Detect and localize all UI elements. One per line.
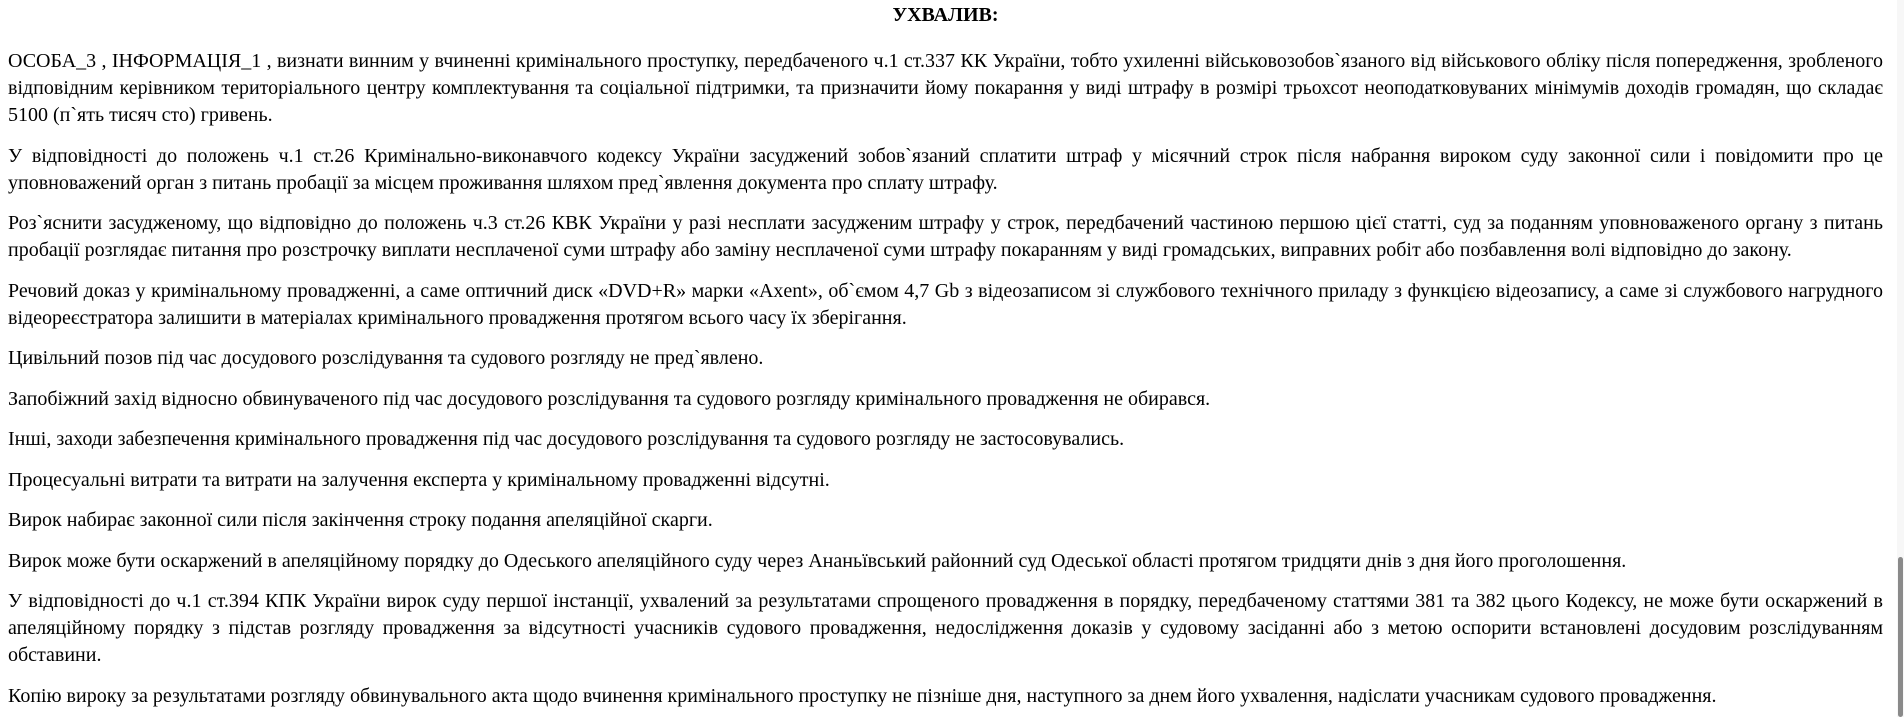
paragraph-appeal: Вирок може бути оскаржений в апеляційному порядку до Одеського апеляційного суду через Ананьївський районний суд Одеської області протягом тридцяти днів з дня його проголошення. [8, 549, 1627, 572]
paragraph-verdict: ОСОБА_3 , ІНФОРМАЦІЯ_1 , визнати винним у вчиненні кримінального проступку, передбаченого ч.1 ст.337 КК України, тобто ухиленні військовозобов`язаного від військового обліку після попередження, зробленого відповідним керівником територіального центру комплектування та соціальної підтримки, та призначити йому покарання у виді штрафу в розмірі трьохсот неоподатковуваних мінімумів доходів громадян, що складає 5100 (п`ять тисяч сто) гривень. [8, 50, 1883, 126]
paragraph-preventive-measure: Запобіжний захід відносно обвинуваченого під час досудового розслідування та судового розгляду кримінального провадження не обирався. [8, 387, 1211, 410]
section-title: УХВАЛИВ: [892, 4, 999, 26]
paragraph-costs: Процесуальні витрати та витрати на залучення експерта у кримінальному провадженні відсутні. [8, 468, 830, 491]
paragraph-other-measures: Інші, заходи забезпечення кримінального провадження під час досудового розслідування та судового розгляду не застосовувались. [8, 428, 1125, 450]
document-body [8, 0, 1883, 723]
paragraph-appeal-limits: У відповідності до ч.1 ст.394 КПК України вирок суду першої інстанції, ухвалений за результатами спрощеного провадження в порядку, передбаченому статтями 381 та 382 цього Кодексу, не може бути оскаржений в апеляційному порядку з підстав розгляду провадження за відсутності учасників судового провадження, недослідження доказів у судовому засіданні або з метою оспорити встановлені досудовим розслідуванням обставини. [8, 590, 1883, 666]
vertical-scrollbar[interactable] [1897, 0, 1904, 717]
paragraph-evidence: Речовий доказ у кримінальному провадженні, а саме оптичний диск «DVD+R» марки «Axent», об`ємом 4,7 Gb з відеозаписом зі службового технічного приладу з функцією відеозапису, а саме зі службового нагрудного відеореєстратора залишити в матеріалах кримінального провадження протягом всього часу їх зберігання. [8, 279, 1883, 329]
paragraph-effective: Вирок набирає законної сили після закінчення строку подання апеляційної скарги. [8, 509, 713, 531]
paragraph-fine-payment: У відповідності до положень ч.1 ст.26 Кримінально-виконавчого кодексу України засуджений зобов`язаний сплатити штраф у місячний строк після набрання вироком суду законної сили і повідомити про це уповноважений орган з питань пробації за місцем проживання шляхом пред`явлення документа про сплату штрафу. [8, 144, 1883, 194]
paragraph-nonpayment: Роз`яснити засудженому, що відповідно до положень ч.3 ст.26 КВК України у разі несплати засудженим штрафу у строк, передбачений частиною першою цієї статті, суд за поданням уповноваженого органу з питань пробації розглядає питання про розстрочку виплати несплаченої суми штрафу або заміну несплаченої суми штрафу покаранням у виді громадських, виправних робіт або позбавлення волі відповідно до закону. [8, 212, 1883, 261]
paragraph-civil-claim: Цивільний позов під час досудового розслідування та судового розгляду не пред`явлено. [8, 347, 764, 369]
scrollbar-thumb[interactable] [1898, 557, 1903, 717]
paragraph-copy: Копію вироку за результатами розгляду обвинувального акта щодо вчинення кримінального проступку не пізніше дня, наступного за днем його ухвалення, надіслати учасникам судового провадження. [8, 684, 1717, 707]
